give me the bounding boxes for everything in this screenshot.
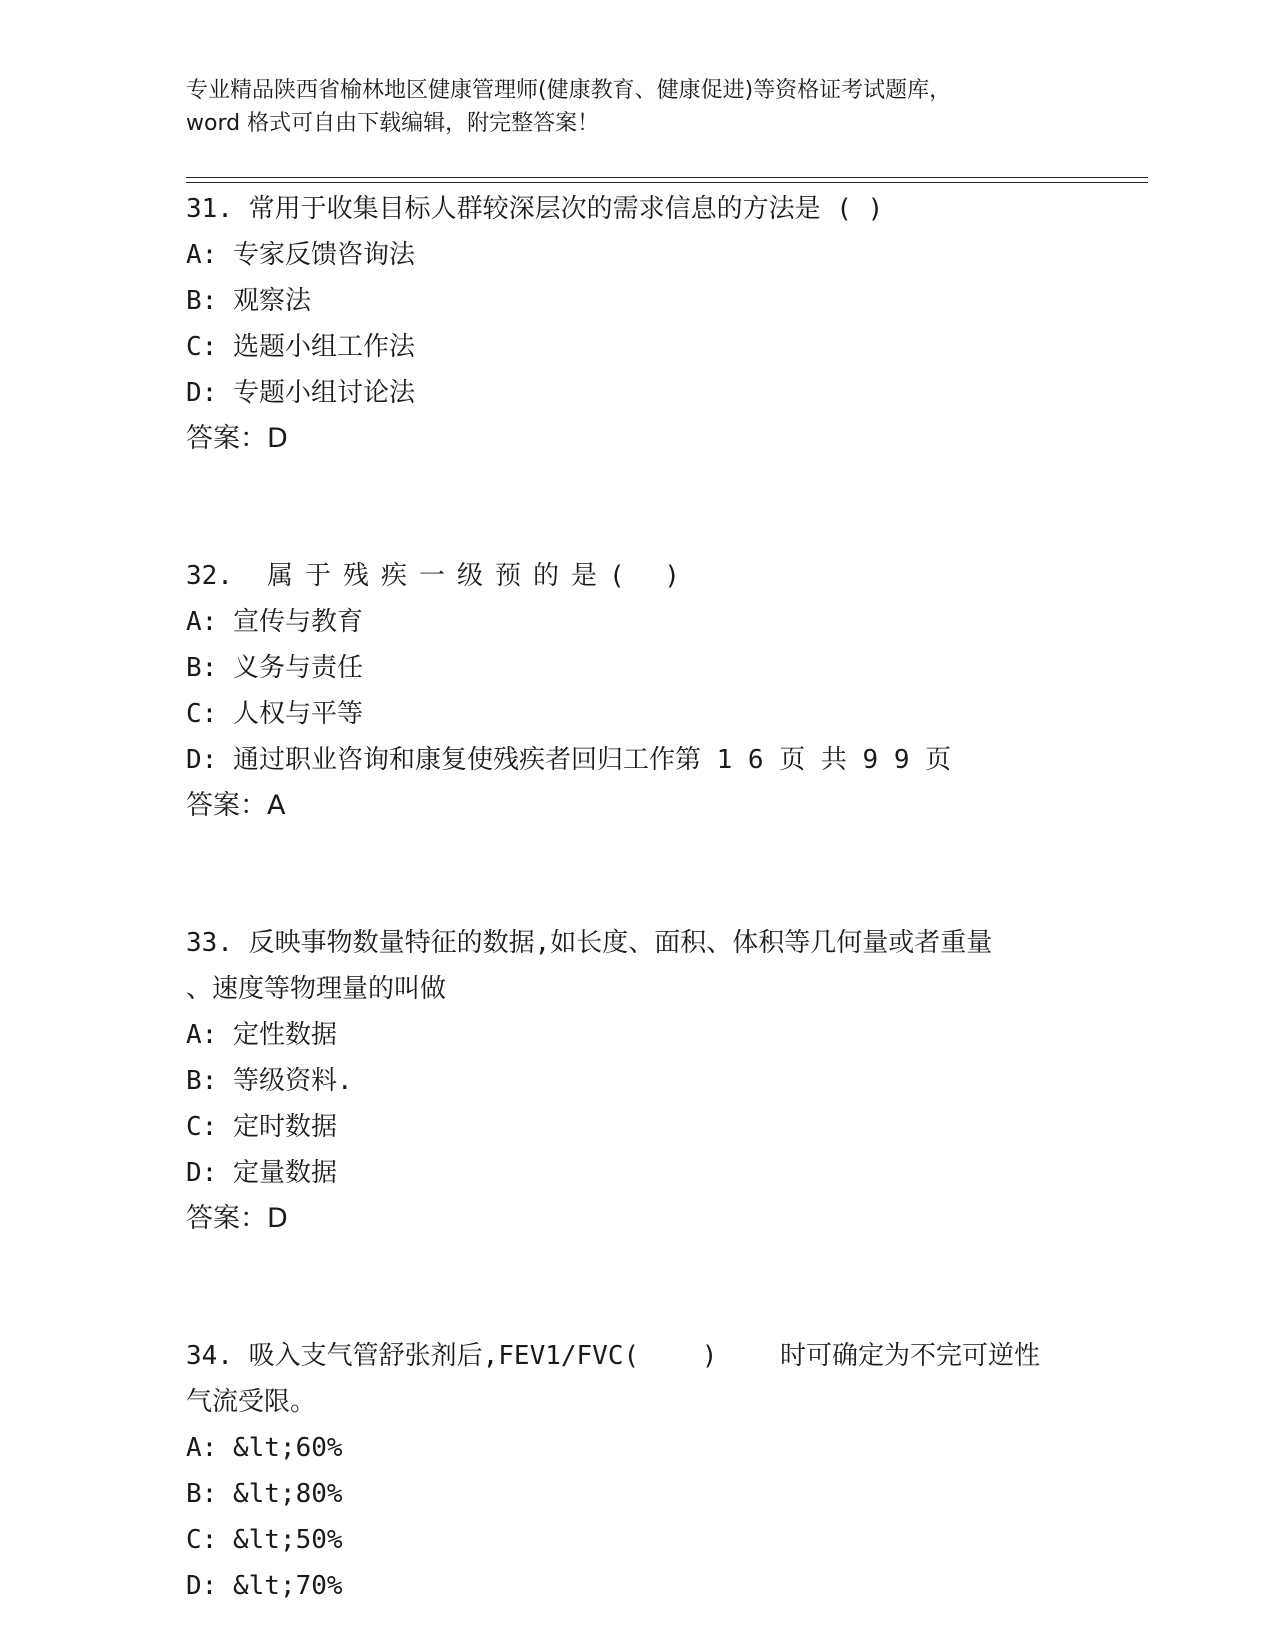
option-c: C: 选题小组工作法 <box>186 332 415 362</box>
header-divider-top <box>186 177 1148 178</box>
question-number: 32. <box>186 561 233 591</box>
question-stem <box>186 553 1086 599</box>
header-line-2: word 格式可自由下载编辑，附完整答案！ <box>186 111 600 136</box>
answer-text: 答案：D <box>186 1203 288 1234</box>
question-33 <box>186 920 1086 1242</box>
question-stem-line-1: 33. 反映事物数量特征的数据,如长度、面积、体积等几何量或者重量 <box>186 928 993 958</box>
option-b: B: 等级资料. <box>186 1066 353 1096</box>
question-stem-line-2: 气流受限。 <box>186 1387 317 1417</box>
option-a: A: 定性数据 <box>186 1020 337 1050</box>
option-a: A: 宣传与教育 <box>186 607 363 637</box>
question-34 <box>186 1333 1086 1609</box>
document-header <box>186 74 1086 140</box>
option-b: B: 义务与责任 <box>186 653 363 683</box>
option-d: D: 定量数据 <box>186 1158 337 1188</box>
answer-text: 答案：D <box>186 423 288 454</box>
header-line-1: 专业精品陕西省榆林地区健康管理师(健康教育、健康促进)等资格证考试题库， <box>186 78 952 103</box>
question-stem: 31. 常用于收集目标人群较深层次的需求信息的方法是 ( ) <box>186 194 884 224</box>
option-b: B: 观察法 <box>186 286 311 316</box>
question-32 <box>186 553 1086 829</box>
question-stem-line-1: 34. 吸入支气管舒张剂后,FEV1/FVC( ) 时可确定为不完可逆性 <box>186 1341 1041 1371</box>
question-stem-line-2: 、速度等物理量的叫做 <box>186 974 447 1004</box>
question-spacer <box>186 462 1086 553</box>
question-spacer <box>186 829 1086 920</box>
question-list <box>186 186 1086 1609</box>
option-a: A: 专家反馈咨询法 <box>186 240 415 270</box>
option-c: C: &lt;50% <box>186 1525 343 1555</box>
option-d: D: 专题小组讨论法 <box>186 378 415 408</box>
question-31 <box>186 186 1086 462</box>
option-c: C: 人权与平等 <box>186 699 363 729</box>
option-d: D: &lt;70% <box>186 1571 343 1601</box>
answer-text: 答案：A <box>186 790 286 821</box>
header-divider-bottom <box>186 182 1148 183</box>
question-text: 属于残疾一级预的是( ) <box>266 561 692 591</box>
option-d: D: 通过职业咨询和康复使残疾者回归工作第 1 6 页 共 9 9 页 <box>186 745 952 775</box>
option-a: A: &lt;60% <box>186 1433 343 1463</box>
question-spacer <box>186 1242 1086 1333</box>
option-c: C: 定时数据 <box>186 1112 337 1142</box>
option-b: B: &lt;80% <box>186 1479 343 1509</box>
